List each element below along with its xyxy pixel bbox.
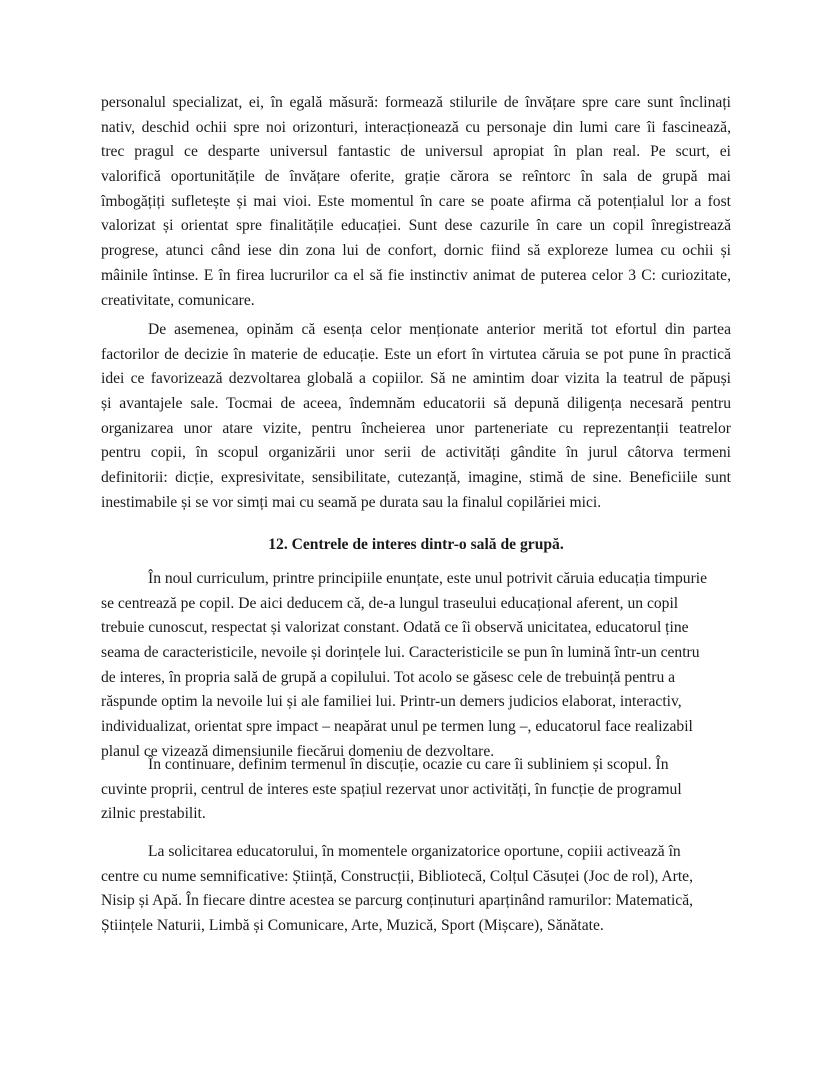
text-line: și avantajele sale. Tocmai de aceea, îndemnăm educatorii să depună diligența necesară pentru	[101, 395, 731, 413]
text-line: creativitate, comunicare.	[101, 291, 255, 309]
text-line: se centrează pe copil. De aici deducem că, de-a lungul traseului educațional aferent, un copil	[101, 594, 679, 612]
text-line: pentru copii, în scopul organizării unor serii de activități gândite în jurul câtorva termeni	[101, 444, 731, 462]
text-line: îmbogățiți sufletește și mai vioi. Este momentul în care se poate afirma că potențialul lor a fost	[101, 192, 731, 210]
text-line: definitorii: dicție, expresivitate, sensibilitate, cutezanță, imagine, stimă de sine. Beneficiile sunt	[101, 469, 731, 487]
text-line: inestimabile și se vor simți mai cu seamă pe durata sau la finalul copilăriei mici.	[101, 493, 602, 511]
paragraph-noul-curriculum	[101, 567, 731, 765]
text-line: de interes, în propria sală de grupă a copilului. Tot acolo se găsesc cele de trebuință pentru a	[101, 668, 676, 686]
text-line: În noul curriculum, printre principiile enunțate, este unul potrivit căruia educația timpurie	[148, 570, 708, 587]
text-line: trec pragul ce desparte universul fantastic de universul apropiat în plan real. Pe scurt, ei	[101, 143, 731, 161]
text-line: mâinile întinse. E în firea lucrurilor ca el să fie instinctiv animat de puterea celor 3 C: curiozitate,	[101, 266, 731, 284]
text-line: nativ, deschid ochii spre noi orizonturi, interacționează cu personaje din lumi care îi fascinează,	[101, 118, 731, 136]
text-line: valorifică oportunitățile de învățare oferite, grație cărora se reîntorc în sala de grupă mai	[101, 168, 731, 186]
text-line: seama de caracteristicile, nevoile și dorințele lui. Caracteristicile se pun în lumină într-un centru	[101, 644, 700, 662]
text-line: De asemenea, opinăm că esența celor menționate anterior merită tot efortul din partea	[148, 321, 731, 338]
text-line: progrese, atunci când iese din zona lui de confort, dornic fiind să exploreze lumea cu ochii și	[101, 242, 731, 260]
text-line: individualizat, orientat spre impact – neapărat unul pe termen lung –, educatorul face realizabil	[101, 718, 693, 736]
text-line: planul ce vizează dimensiunile fiecărui domeniu de dezvoltare.	[101, 742, 495, 760]
text-line: În continuare, definim termenul în discuție, ocazie cu care îi subliniem și scopul. În	[148, 756, 669, 773]
text-line: idei ce favorizează dezvoltarea globală a copiilor. Să ne amintim doar vizita la teatrul de păpuși	[101, 370, 731, 388]
text-line: La solicitarea educatorului, în momentele organizatorice oportune, copiii activează în	[148, 843, 681, 860]
text-line: zilnic prestabilit.	[101, 805, 206, 823]
text-line: centre cu nume semnificative: Știință, Construcții, Bibliotecă, Colțul Căsuței (Joc de rol), Arte,	[101, 867, 693, 885]
text-line: valorizat și orientat spre finalitățile educației. Sunt dese cazurile în care un copil înregistrează	[101, 217, 731, 235]
paragraph-la-solicitarea	[101, 840, 731, 939]
text-line: organizarea unor atare vizite, pentru încheierea unor parteneriate cu reprezentanții teatrelor	[101, 419, 731, 437]
text-line: personalul specializat, ei, în egală măsură: formează stilurile de învățare spre care sunt înclinați	[101, 94, 731, 111]
paragraph-continuation	[101, 91, 731, 313]
text-line: răspunde optim la nevoile lui și ale familiei lui. Printr-un demers judicios elaborat, interactiv,	[101, 693, 682, 711]
text-line: cuvinte proprii, centrul de interes este spațiul rezervat unor activități, în funcție de programul	[101, 780, 682, 798]
text-line: factorilor de decizie în materie de educație. Este un efort în virtutea căruia se pot pune în practică	[101, 345, 731, 363]
text-line: Nisip și Apă. În fiecare dintre acestea se parcurg conținuturi aparținând ramurilor: Matematică,	[101, 892, 694, 910]
text-line: trebuie cunoscut, respectat și valorizat constant. Odată ce îi observă unicitatea, educatorul ține	[101, 619, 689, 637]
paragraph-in-continuare	[101, 753, 731, 827]
text-line: Științele Naturii, Limbă și Comunicare, Arte, Muzică, Sport (Mișcare), Sănătate.	[101, 917, 604, 935]
section-heading: 12. Centrele de interes dintr-o sală de grupă.	[268, 536, 564, 553]
paragraph-de-asemenea	[101, 318, 731, 516]
